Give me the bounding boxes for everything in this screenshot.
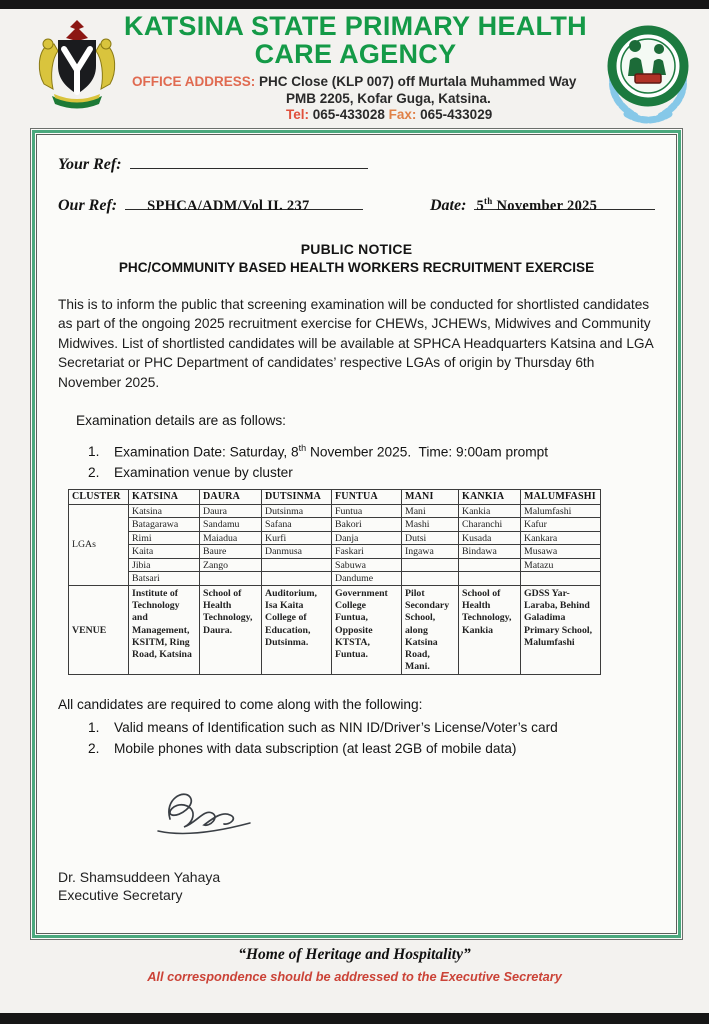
exam-table-header-cell: DUTSINMA (262, 489, 332, 504)
letter-content (38, 136, 675, 932)
exam-table-head-row (69, 489, 601, 504)
lga-row (69, 545, 601, 559)
lga-cell: Dutsinma (262, 504, 332, 518)
notice-body-paragraph: This is to inform the public that screening examination will be conducted for shortlisted candidates as part of the ongoing 2025 recruitment exercise for CHEWs, JCHEWs, Midwives and Community Midwives. List of shortlisted candidates will be available at SPHCA Headquarters Katsina and LGA Secretariat or PHC Department of candidates’ respective LGAs of origin by Thursday 6th November 2025. (58, 297, 653, 390)
our-ref-value: SPHCA/ADM/Vol II. 237 (147, 198, 310, 214)
lga-label-cell: LGAs (69, 504, 129, 585)
date-line (474, 195, 655, 215)
lga-cell (402, 572, 459, 586)
notice-title: PUBLIC NOTICE (300, 241, 413, 257)
lga-cell: Rimi (129, 531, 200, 545)
exam-venue-item: 2. Examination venue by cluster (88, 463, 655, 484)
state-motto: “Home of Heritage and Hospitality” (238, 946, 471, 963)
lga-cell: Batsari (129, 572, 200, 586)
lga-cell: Kaita (129, 545, 200, 559)
agency-title-line1: KATSINA STATE PRIMARY HEALTH (124, 11, 587, 41)
lga-cell: Kankara (521, 531, 601, 545)
lga-cell: Charanchi (459, 518, 521, 532)
lga-cell: Danja (332, 531, 402, 545)
fax-value: 065-433029 (420, 107, 493, 123)
lga-cell: Jibia (129, 558, 200, 572)
venue-cell: Institute of Technology and Management, KSITM, Ring Road, Katsina (129, 585, 200, 674)
lga-cell: Musawa (521, 545, 601, 559)
your-ref-label: Your Ref: (58, 156, 122, 173)
lga-cell (402, 558, 459, 572)
tel-value: 065-433028 (312, 107, 385, 123)
lga-row (69, 558, 601, 572)
lga-cell: Ingawa (402, 545, 459, 559)
lga-cell: Faskari (332, 545, 402, 559)
agency-title-line2: CARE AGENCY (254, 39, 457, 70)
our-ref-label: Our Ref: (58, 197, 118, 214)
venue-cell: School of Health Technology, Kankia (459, 585, 521, 674)
top-black-bar (0, 0, 709, 9)
lga-cell (459, 558, 521, 572)
lga-cell: Katsina (129, 504, 200, 518)
exam-table-header-cell: DAURA (200, 489, 262, 504)
lga-cell: Kurfi (262, 531, 332, 545)
agency-title (120, 12, 591, 69)
signatory-block (58, 868, 655, 904)
lga-cell: Malumfashi (521, 504, 601, 518)
lga-cell: Batagarawa (129, 518, 200, 532)
requirements-heading: All candidates are required to come along with the following: (58, 696, 423, 712)
lga-cell (521, 572, 601, 586)
lga-cell: Dandume (332, 572, 402, 586)
exam-date-text: Examination Date: Saturday, 8th November 2025. Time: 9:00am prompt (114, 443, 549, 460)
date-label: Date: (430, 197, 467, 214)
our-ref-date-row (58, 195, 655, 215)
office-address-line2: PMB 2205, Kofar Guga, Katsina. (286, 90, 491, 106)
lga-cell: Kafur (521, 518, 601, 532)
requirement-item: 2. Mobile phones with data subscription (at least 2GB of mobile data) (88, 740, 517, 756)
handwritten-signature (150, 785, 260, 841)
exam-details-heading: Examination details are as follows: (76, 413, 286, 429)
notice-subtitle: PHC/COMMUNITY BASED HEALTH WORKERS RECRUITMENT EXERCISE (118, 260, 595, 275)
venue-cell: School of Health Technology, Daura. (200, 585, 262, 674)
exam-details-list (88, 442, 655, 484)
exam-table-header-cell: CLUSTER (69, 489, 129, 504)
lga-cell: Dutsi (402, 531, 459, 545)
lga-cell (262, 572, 332, 586)
date-value: 5th November 2025 (476, 196, 598, 214)
agency-address-block (120, 74, 591, 125)
lga-cell: Kusada (459, 531, 521, 545)
exam-date-item: 1. Examination Date: Saturday, 8th November 2025. Time: 9:00am prompt (88, 442, 655, 463)
exam-table-body (69, 504, 601, 674)
venue-cell: Auditorium, Isa Kaita College of Education, Dutsinma. (262, 585, 332, 674)
lga-cell: Daura (200, 504, 262, 518)
exam-table-header-cell: MALUMFASHI (521, 489, 601, 504)
your-ref-line (130, 154, 368, 174)
venue-row (69, 585, 601, 674)
lga-row (69, 504, 601, 518)
venue-cell: GDSS Yar-Laraba, Behind Galadima Primary School, Malumfashi (521, 585, 601, 674)
lga-cell (262, 558, 332, 572)
correspondence-note: All correspondence should be addressed to the Executive Secretary (147, 969, 562, 984)
lga-cell: Danmusa (262, 545, 332, 559)
our-ref-line (125, 195, 363, 215)
lga-cell (200, 572, 262, 586)
lga-cell: Mani (402, 504, 459, 518)
your-ref-row (58, 154, 368, 174)
lga-cell: Funtua (332, 504, 402, 518)
venue-cell: Government College Funtua, Opposite KTSTA, Funtua. (332, 585, 402, 674)
bottom-black-bar (0, 1013, 709, 1024)
lga-row (69, 531, 601, 545)
sphca-agency-seal-logo (597, 22, 699, 126)
lga-cell: Sabuwa (332, 558, 402, 572)
venue-cell: Pilot Secondary School, along Katsina Road, Mani. (402, 585, 459, 674)
lga-cell: Baure (200, 545, 262, 559)
exam-table-header-cell: MANI (402, 489, 459, 504)
lga-cell: Sandamu (200, 518, 262, 532)
letterhead (0, 12, 709, 124)
exam-venue-text: Examination venue by cluster (114, 465, 293, 481)
tel-fax-line (286, 107, 591, 124)
lga-row (69, 518, 601, 532)
lga-cell: Zango (200, 558, 262, 572)
fax-label: Fax: (388, 107, 417, 123)
lga-cell: Matazu (521, 558, 601, 572)
requirements-list (88, 717, 655, 759)
signatory-name: Dr. Shamsuddeen Yahaya (58, 869, 221, 886)
lga-cell: Kankia (459, 504, 521, 518)
requirement-item: 1. Valid means of Identification such as NIN ID/Driver’s License/Voter’s card (88, 719, 558, 735)
lga-cell: Mashi (402, 518, 459, 532)
lga-cell (459, 572, 521, 586)
tel-label: Tel: (286, 107, 309, 123)
letter-border-frame (30, 128, 683, 940)
venue-label-cell: VENUE (69, 585, 129, 674)
lga-cell: Maiadua (200, 531, 262, 545)
lga-cell: Safana (262, 518, 332, 532)
office-address-line1: PHC Close (KLP 007) off Murtala Muhammed Way (259, 73, 577, 89)
nigeria-coat-of-arms-logo (36, 18, 118, 114)
lga-row (69, 572, 601, 586)
lga-cell: Bindawa (459, 545, 521, 559)
exam-venue-table (68, 489, 601, 675)
lga-cell: Bakori (332, 518, 402, 532)
signatory-title: Executive Secretary (58, 887, 183, 904)
office-address-label: OFFICE ADDRESS: (132, 73, 256, 89)
exam-table-header-cell: FUNTUA (332, 489, 402, 504)
exam-table-header-cell: KANKIA (459, 489, 521, 504)
exam-table-header-cell: KATSINA (129, 489, 200, 504)
